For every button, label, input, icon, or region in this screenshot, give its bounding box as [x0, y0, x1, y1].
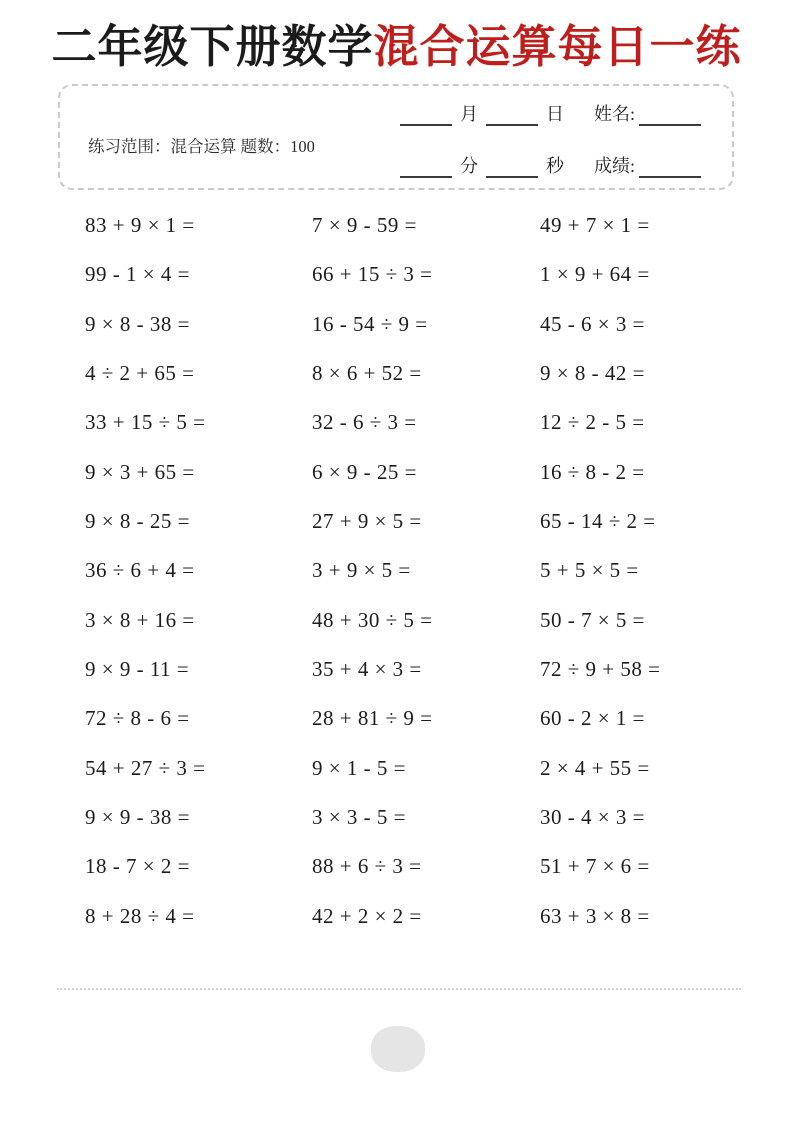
problem: 3 × 3 - 5 = [312, 805, 406, 830]
info-box [58, 84, 734, 190]
problem: 6 × 9 - 25 = [312, 459, 417, 484]
time-score-line [400, 152, 710, 178]
problem: 33 + 15 ÷ 5 = [85, 410, 206, 435]
problem: 16 ÷ 8 - 2 = [540, 459, 645, 484]
problem: 65 - 14 ÷ 2 = [540, 509, 656, 534]
practice-scope-text: 练习范围：混合运算 题数：100 [88, 137, 315, 156]
problem: 8 × 6 + 52 = [312, 361, 422, 386]
problems-grid [85, 205, 660, 945]
problem: 48 + 30 ÷ 5 = [312, 607, 433, 632]
problem: 3 + 9 × 5 = [312, 558, 411, 583]
problem: 60 - 2 × 1 = [540, 706, 645, 731]
score-blank [639, 158, 701, 178]
problem: 8 + 28 ÷ 4 = [85, 903, 195, 928]
minute-label: 分 [460, 156, 478, 176]
problem: 9 × 8 - 42 = [540, 361, 645, 386]
minute-blank [400, 158, 452, 178]
problem: 36 ÷ 6 + 4 = [85, 558, 195, 583]
problem: 4 ÷ 2 + 65 = [85, 361, 195, 386]
date-name-line [400, 100, 710, 126]
problem: 42 + 2 × 2 = [312, 903, 422, 928]
name-label: 姓名: [594, 104, 636, 124]
problem: 9 × 9 - 38 = [85, 805, 190, 830]
problem: 50 - 7 × 5 = [540, 607, 645, 632]
gray-blob-shape [371, 1026, 425, 1072]
problem: 83 + 9 × 1 = [85, 213, 195, 237]
problem: 2 × 4 + 55 = [540, 755, 650, 780]
problem: 7 × 9 - 59 = [312, 213, 417, 237]
problem: 72 ÷ 8 - 6 = [85, 706, 190, 731]
problem: 45 - 6 × 3 = [540, 311, 645, 336]
month-label: 月 [460, 104, 478, 124]
problem: 27 + 9 × 5 = [312, 509, 422, 534]
day-blank [486, 106, 538, 126]
problem: 28 + 81 ÷ 9 = [312, 706, 433, 731]
bottom-dotted-divider [57, 988, 741, 990]
problem: 9 × 3 + 65 = [85, 459, 195, 484]
problem: 9 × 9 - 11 = [85, 657, 190, 682]
problem: 9 × 8 - 25 = [85, 509, 190, 534]
problem: 51 + 7 × 6 = [540, 854, 650, 879]
problem: 30 - 4 × 3 = [540, 805, 645, 830]
problem: 88 + 6 ÷ 3 = [312, 854, 422, 879]
problem: 63 + 3 × 8 = [540, 903, 650, 928]
month-blank [400, 106, 452, 126]
problem: 54 + 27 ÷ 3 = [85, 755, 206, 780]
problem: 16 - 54 ÷ 9 = [312, 311, 428, 336]
problem: 66 + 15 ÷ 3 = [312, 262, 433, 287]
second-blank [486, 158, 538, 178]
problem: 9 × 8 - 38 = [85, 311, 190, 336]
day-label: 日 [546, 104, 564, 124]
problem: 35 + 4 × 3 = [312, 657, 422, 682]
problem: 72 ÷ 9 + 58 = [540, 657, 661, 682]
page-title-red: 混合运算每日一练 [373, 21, 742, 72]
second-label: 秒 [546, 156, 564, 176]
info-fields [400, 86, 710, 178]
score-label: 成绩: [594, 156, 636, 176]
problem: 49 + 7 × 1 = [540, 213, 650, 237]
problem: 3 × 8 + 16 = [85, 607, 195, 632]
problem: 12 ÷ 2 - 5 = [540, 410, 645, 435]
name-blank [639, 106, 701, 126]
problem: 99 - 1 × 4 = [85, 262, 190, 287]
problem: 18 - 7 × 2 = [85, 854, 190, 879]
problem: 5 + 5 × 5 = [540, 558, 639, 583]
problem: 1 × 9 + 64 = [540, 262, 650, 287]
problem: 32 - 6 ÷ 3 = [312, 410, 417, 435]
page-title [0, 10, 793, 75]
problem: 9 × 1 - 5 = [312, 755, 406, 780]
page-title-black: 二年级下册数学 [51, 21, 374, 72]
